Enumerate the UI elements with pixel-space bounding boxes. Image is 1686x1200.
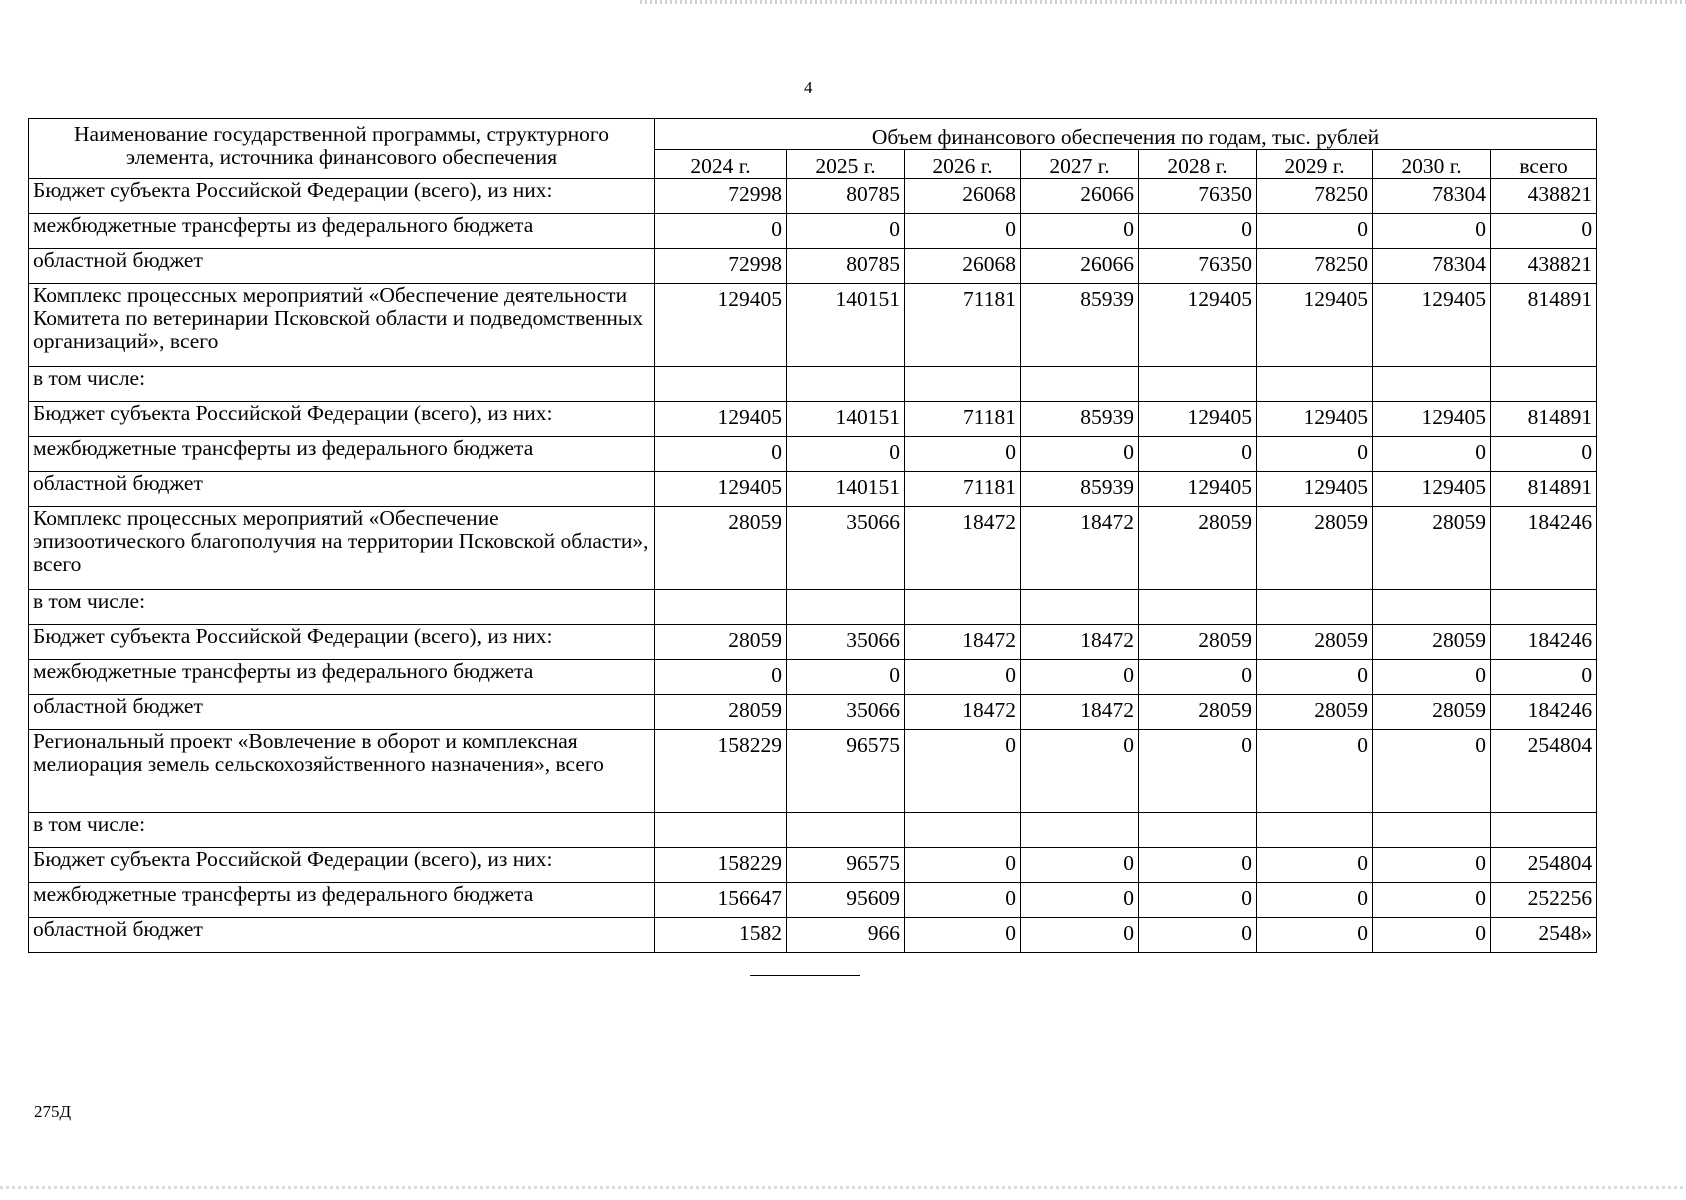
value-cell	[787, 367, 905, 402]
table-row	[29, 402, 1597, 437]
value-cell: 0	[1021, 437, 1139, 472]
value-cell	[1491, 813, 1597, 848]
value-cell: 80785	[787, 179, 905, 214]
value-cell: 28059	[1373, 507, 1491, 590]
financing-group-header: Объем финансового обеспечения по годам, тыс. рублей	[655, 119, 1597, 150]
scan-edge-bottom	[0, 1186, 1686, 1189]
value-cell: 78250	[1257, 249, 1373, 284]
name-column-header: Наименование государственной программы, структурного элемента, источника финансового обеспечения	[29, 119, 655, 179]
value-cell: 1582	[655, 918, 787, 953]
value-cell: 0	[905, 883, 1021, 918]
scan-edge-top	[640, 0, 1686, 4]
value-cell	[905, 367, 1021, 402]
row-name-cell: Бюджет субъекта Российской Федерации (всего), из них:	[29, 848, 655, 883]
table-header	[29, 119, 1597, 179]
value-cell: 129405	[1373, 284, 1491, 367]
value-cell: 28059	[655, 695, 787, 730]
value-cell: 28059	[1257, 507, 1373, 590]
value-cell: 0	[787, 214, 905, 249]
table-body	[29, 179, 1597, 953]
value-cell: 0	[1139, 214, 1257, 249]
value-cell: 95609	[787, 883, 905, 918]
value-cell: 28059	[1139, 695, 1257, 730]
value-cell: 0	[787, 437, 905, 472]
value-cell: 35066	[787, 695, 905, 730]
value-cell: 0	[1373, 730, 1491, 813]
row-name-cell: межбюджетные трансферты из федерального бюджета	[29, 883, 655, 918]
value-cell: 140151	[787, 284, 905, 367]
value-cell	[655, 590, 787, 625]
value-cell: 0	[1021, 660, 1139, 695]
value-cell: 129405	[1257, 402, 1373, 437]
value-cell: 78250	[1257, 179, 1373, 214]
value-cell	[1373, 590, 1491, 625]
value-cell	[1021, 813, 1139, 848]
value-cell: 129405	[655, 472, 787, 507]
value-cell: 0	[1139, 883, 1257, 918]
row-name-cell: в том числе:	[29, 813, 655, 848]
row-name-cell: межбюджетные трансферты из федерального бюджета	[29, 437, 655, 472]
value-cell: 0	[655, 660, 787, 695]
value-cell	[1021, 367, 1139, 402]
value-cell: 18472	[905, 695, 1021, 730]
value-cell: 814891	[1491, 402, 1597, 437]
value-cell: 85939	[1021, 284, 1139, 367]
value-cell: 0	[1139, 918, 1257, 953]
value-cell: 76350	[1139, 249, 1257, 284]
table-row	[29, 625, 1597, 660]
table-row	[29, 367, 1597, 402]
value-cell: 129405	[1373, 472, 1491, 507]
table-row	[29, 249, 1597, 284]
value-cell: 26068	[905, 179, 1021, 214]
value-cell: 184246	[1491, 507, 1597, 590]
value-cell: 184246	[1491, 695, 1597, 730]
value-cell: 0	[1021, 883, 1139, 918]
table-row	[29, 507, 1597, 590]
value-cell	[1373, 367, 1491, 402]
value-cell: 0	[1373, 437, 1491, 472]
row-name-cell: Комплекс процессных мероприятий «Обеспечение эпизоотического благополучия на территории Псковской области», всего	[29, 507, 655, 590]
value-cell: 438821	[1491, 179, 1597, 214]
year-header: 2024 г.	[655, 150, 787, 179]
value-cell: 254804	[1491, 730, 1597, 813]
table-row	[29, 883, 1597, 918]
value-cell: 129405	[1373, 402, 1491, 437]
value-cell	[1257, 367, 1373, 402]
value-cell: 76350	[1139, 179, 1257, 214]
value-cell: 0	[787, 660, 905, 695]
value-cell	[905, 813, 1021, 848]
row-name-cell: Комплекс процессных мероприятий «Обеспечение деятельности Комитета по ветеринарии Псковской области и подведомственных организаций», всего	[29, 284, 655, 367]
value-cell: 35066	[787, 625, 905, 660]
value-cell: 0	[1491, 214, 1597, 249]
year-header: 2028 г.	[1139, 150, 1257, 179]
value-cell: 18472	[1021, 695, 1139, 730]
value-cell: 129405	[655, 284, 787, 367]
value-cell: 28059	[1257, 695, 1373, 730]
row-name-cell: областной бюджет	[29, 695, 655, 730]
value-cell: 71181	[905, 402, 1021, 437]
value-cell: 78304	[1373, 249, 1491, 284]
value-cell	[1139, 367, 1257, 402]
value-cell: 184246	[1491, 625, 1597, 660]
value-cell	[787, 813, 905, 848]
value-cell: 72998	[655, 249, 787, 284]
value-cell: 0	[1257, 883, 1373, 918]
value-cell	[1373, 813, 1491, 848]
value-cell: 0	[1373, 660, 1491, 695]
value-cell: 28059	[1373, 625, 1491, 660]
value-cell: 814891	[1491, 472, 1597, 507]
row-name-cell: в том числе:	[29, 590, 655, 625]
value-cell: 71181	[905, 472, 1021, 507]
value-cell	[1491, 367, 1597, 402]
value-cell	[655, 367, 787, 402]
year-header: 2025 г.	[787, 150, 905, 179]
value-cell: 158229	[655, 730, 787, 813]
value-cell	[1021, 590, 1139, 625]
value-cell: 0	[1373, 918, 1491, 953]
value-cell: 438821	[1491, 249, 1597, 284]
value-cell: 96575	[787, 730, 905, 813]
row-name-cell: Бюджет субъекта Российской Федерации (всего), из них:	[29, 179, 655, 214]
row-name-cell: областной бюджет	[29, 249, 655, 284]
value-cell: 26068	[905, 249, 1021, 284]
table-row	[29, 590, 1597, 625]
value-cell: 129405	[1139, 472, 1257, 507]
page-number: 4	[804, 78, 813, 97]
value-cell: 0	[1021, 730, 1139, 813]
value-cell: 78304	[1373, 179, 1491, 214]
value-cell: 0	[655, 214, 787, 249]
value-cell: 85939	[1021, 472, 1139, 507]
value-cell: 129405	[655, 402, 787, 437]
value-cell	[1139, 590, 1257, 625]
row-name-cell: Региональный проект «Вовлечение в оборот и комплексная мелиорация земель сельскохозяйственного назначения», всего	[29, 730, 655, 813]
value-cell: 2548»	[1491, 918, 1597, 953]
value-cell: 26066	[1021, 179, 1139, 214]
value-cell: 18472	[905, 625, 1021, 660]
year-header: 2027 г.	[1021, 150, 1139, 179]
table-row	[29, 918, 1597, 953]
value-cell: 71181	[905, 284, 1021, 367]
value-cell: 0	[655, 437, 787, 472]
value-cell: 18472	[1021, 507, 1139, 590]
value-cell: 26066	[1021, 249, 1139, 284]
value-cell: 18472	[1021, 625, 1139, 660]
value-cell: 0	[1139, 730, 1257, 813]
row-name-cell: в том числе:	[29, 367, 655, 402]
value-cell: 252256	[1491, 883, 1597, 918]
value-cell	[1257, 813, 1373, 848]
value-cell: 966	[787, 918, 905, 953]
row-name-cell: межбюджетные трансферты из федерального бюджета	[29, 660, 655, 695]
value-cell: 0	[905, 437, 1021, 472]
value-cell: 0	[1491, 660, 1597, 695]
table-row	[29, 730, 1597, 813]
value-cell: 18472	[905, 507, 1021, 590]
value-cell: 814891	[1491, 284, 1597, 367]
value-cell: 0	[1373, 883, 1491, 918]
row-name-cell: Бюджет субъекта Российской Федерации (всего), из них:	[29, 402, 655, 437]
table-row	[29, 472, 1597, 507]
value-cell: 0	[1257, 918, 1373, 953]
value-cell: 0	[905, 730, 1021, 813]
value-cell: 85939	[1021, 402, 1139, 437]
table-row	[29, 284, 1597, 367]
table-row	[29, 695, 1597, 730]
year-header: всего	[1491, 150, 1597, 179]
value-cell: 28059	[655, 625, 787, 660]
row-name-cell: Бюджет субъекта Российской Федерации (всего), из них:	[29, 625, 655, 660]
value-cell	[655, 813, 787, 848]
value-cell: 0	[1021, 848, 1139, 883]
table-row	[29, 660, 1597, 695]
value-cell: 129405	[1139, 284, 1257, 367]
table-row	[29, 437, 1597, 472]
value-cell: 0	[1373, 214, 1491, 249]
row-name-cell: межбюджетные трансферты из федерального бюджета	[29, 214, 655, 249]
value-cell: 0	[1257, 730, 1373, 813]
value-cell	[1139, 813, 1257, 848]
table-row	[29, 848, 1597, 883]
value-cell: 0	[905, 660, 1021, 695]
value-cell: 0	[1139, 848, 1257, 883]
value-cell: 140151	[787, 472, 905, 507]
year-header: 2030 г.	[1373, 150, 1491, 179]
year-header: 2026 г.	[905, 150, 1021, 179]
value-cell: 129405	[1257, 284, 1373, 367]
value-cell: 0	[1139, 660, 1257, 695]
value-cell	[905, 590, 1021, 625]
table-row	[29, 813, 1597, 848]
value-cell: 254804	[1491, 848, 1597, 883]
value-cell: 0	[1021, 918, 1139, 953]
value-cell	[1257, 590, 1373, 625]
value-cell: 156647	[655, 883, 787, 918]
table-row	[29, 214, 1597, 249]
value-cell: 28059	[655, 507, 787, 590]
value-cell: 35066	[787, 507, 905, 590]
value-cell: 96575	[787, 848, 905, 883]
value-cell: 158229	[655, 848, 787, 883]
financing-table	[28, 118, 1597, 953]
value-cell: 28059	[1373, 695, 1491, 730]
value-cell: 0	[1257, 214, 1373, 249]
value-cell: 28059	[1257, 625, 1373, 660]
value-cell: 0	[905, 214, 1021, 249]
value-cell: 0	[1257, 660, 1373, 695]
separator-line	[750, 975, 860, 976]
value-cell: 0	[1257, 848, 1373, 883]
value-cell: 129405	[1139, 402, 1257, 437]
value-cell: 72998	[655, 179, 787, 214]
year-header: 2029 г.	[1257, 150, 1373, 179]
value-cell: 0	[1491, 437, 1597, 472]
value-cell: 80785	[787, 249, 905, 284]
value-cell: 0	[1257, 437, 1373, 472]
value-cell: 0	[905, 918, 1021, 953]
row-name-cell: областной бюджет	[29, 918, 655, 953]
value-cell: 28059	[1139, 507, 1257, 590]
value-cell: 0	[1021, 214, 1139, 249]
value-cell: 0	[1139, 437, 1257, 472]
value-cell: 28059	[1139, 625, 1257, 660]
value-cell: 140151	[787, 402, 905, 437]
value-cell: 0	[1373, 848, 1491, 883]
footer-code: 275Д	[34, 1102, 72, 1121]
table-row	[29, 179, 1597, 214]
value-cell: 0	[905, 848, 1021, 883]
row-name-cell: областной бюджет	[29, 472, 655, 507]
value-cell	[1491, 590, 1597, 625]
value-cell	[787, 590, 905, 625]
value-cell: 129405	[1257, 472, 1373, 507]
